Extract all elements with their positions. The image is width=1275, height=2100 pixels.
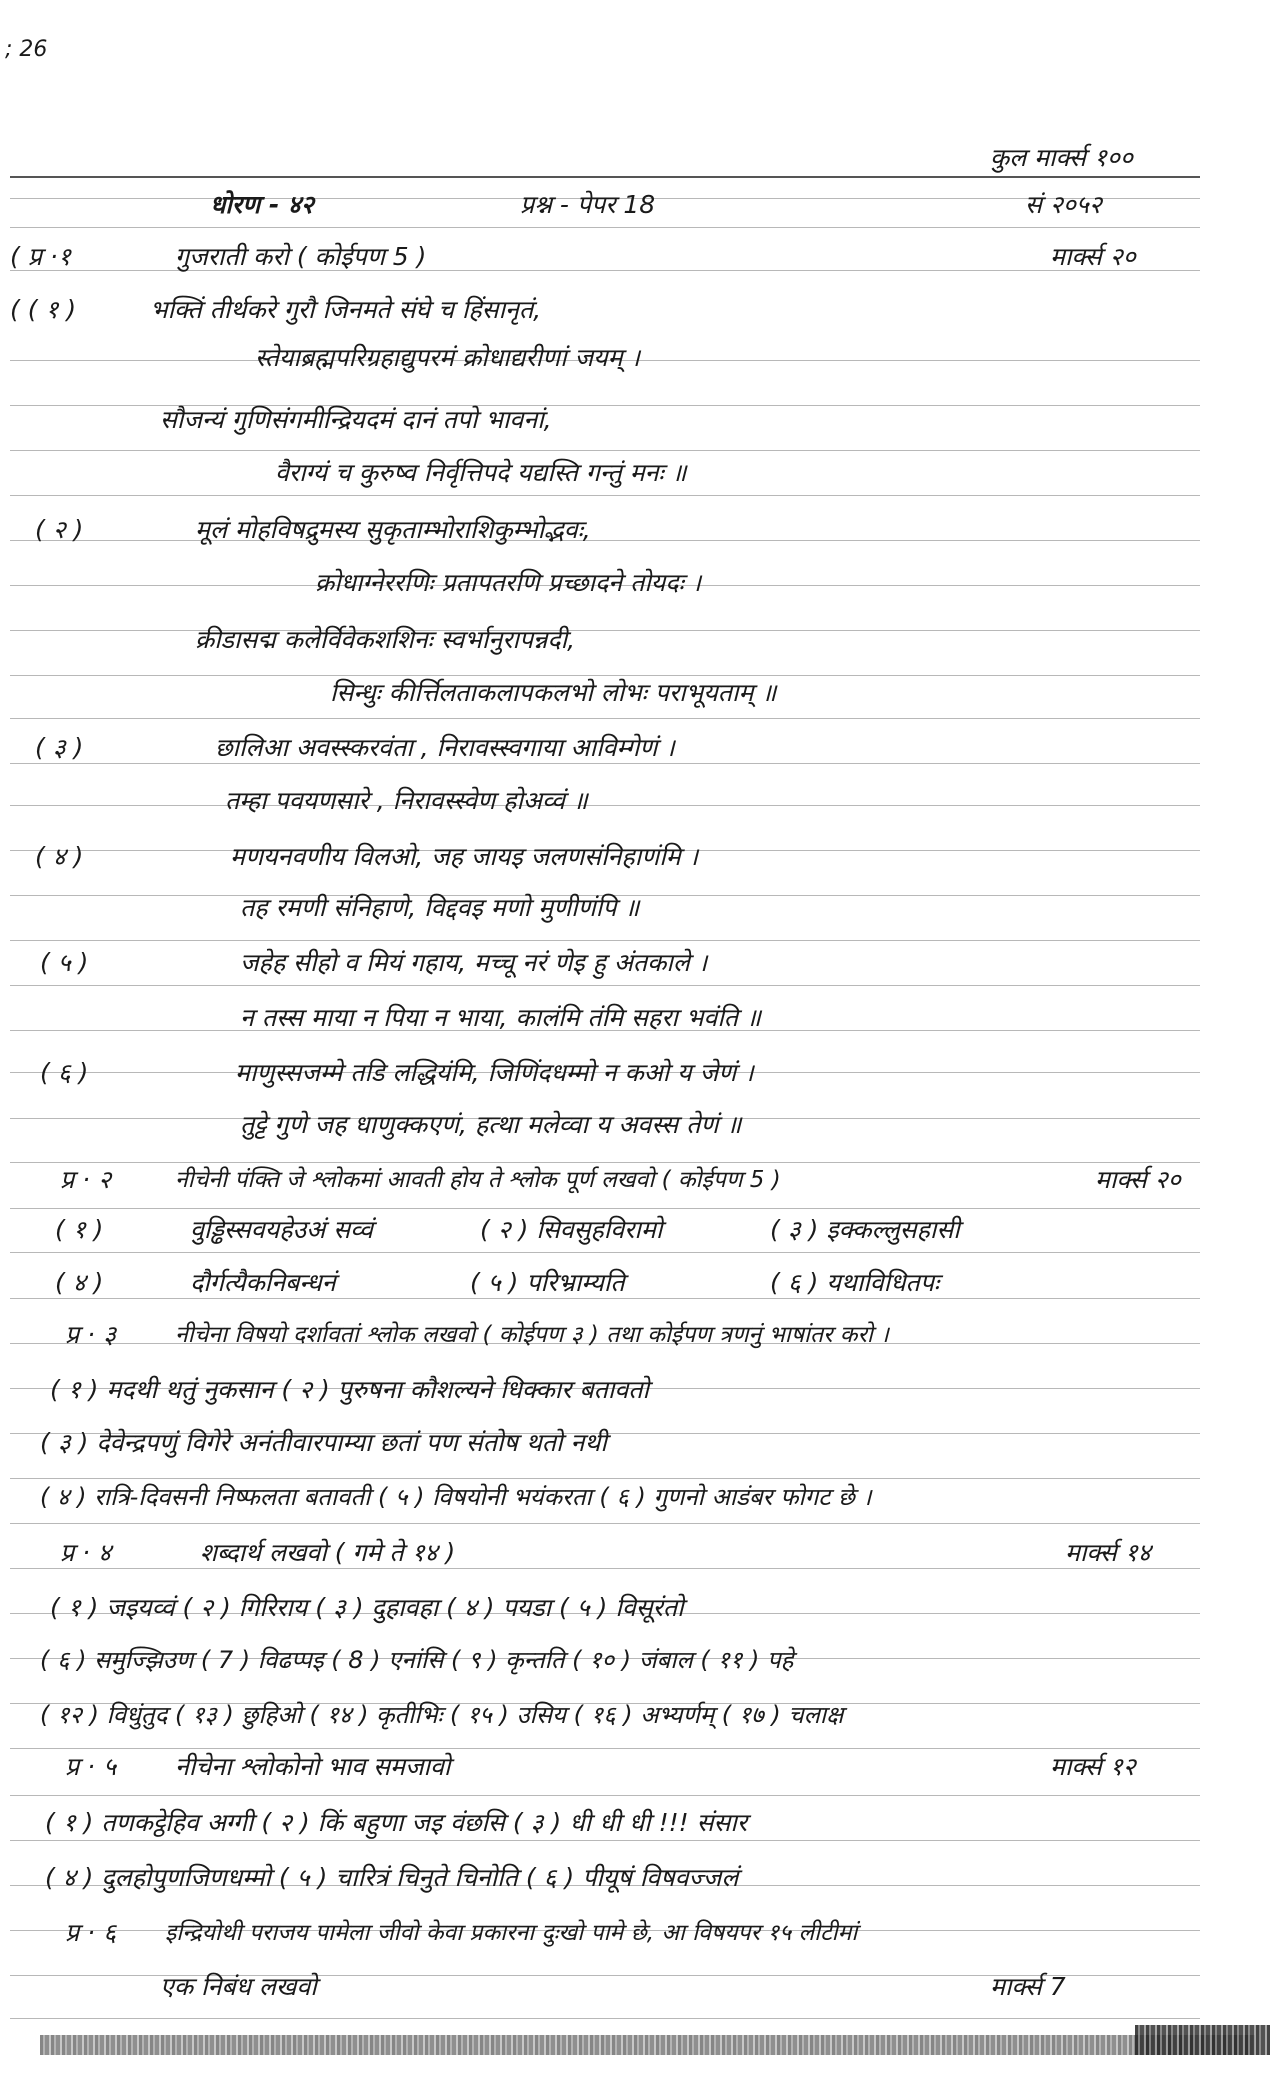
verse-line: छालिआ अवस्स्करवंता , निरावस्स्वगाया आविम्गेणं ।: [215, 733, 675, 762]
verse-line: माणुस्सजम्मे तडि लद्धियंमि, जिणिंदधम्मो न कओ य जेणं ।: [235, 1058, 754, 1087]
verse-row: ( ४ ) दुलहोपुणजिणधम्मो ( ५ ) चारित्रं चिनुते चिनोति ( ६ ) पीयूषं विषवज्जलं: [45, 1863, 739, 1892]
verse-number: ( ४ ): [35, 842, 84, 871]
question-number: प्र · ६: [65, 1918, 117, 1947]
verse-line: सिन्धुः कीर्त्तिलताकलापकलभो लोभः पराभूयताम् ॥: [330, 678, 777, 707]
topic-line: ( ३ ) देवेन्द्रपणुं विगेरे अनंतीवारपाम्या छतां पण संतोष थतो नथी: [40, 1428, 607, 1457]
question-marks: मार्क्स 7: [990, 1972, 1066, 2001]
question-marks: मार्क्स १२: [1050, 1752, 1136, 1781]
answer-item: वुड्ढिस्सवयहेउअं सव्वं: [190, 1215, 373, 1244]
verse-line: तम्हा पवयणसारे , निरावस्स्वेण होअव्वं ॥: [225, 786, 588, 815]
word-row: ( १ ) जइयव्वं ( २ ) गिरिराय ( ३ ) दुहावहा ( ४ ) पयडा ( ५ ) विसूरंतो: [50, 1593, 684, 1622]
answer-number: ( १ ): [55, 1215, 104, 1244]
question-title-continued: एक निबंध लखवो: [160, 1972, 317, 2001]
verse-line: स्तेयाब्रह्मपरिग्रहाद्युपरमं क्रोधाद्यरीणां जयम् ।: [255, 343, 640, 372]
question-title: नीचेना विषयो दर्शावतां श्लोक लखवो ( कोईपण ३ ) तथा कोईपण त्रणनुं भाषांतर करो ।: [175, 1322, 889, 1348]
verse-row: ( १ ) तणकट्ठेहिव अग्गी ( २ ) किं बहुणा जइ वंछसि ( ३ ) धी धी धी !!! संसार: [45, 1808, 748, 1837]
verse-line: भक्तिं तीर्थकरे गुरौ जिनमते संघे च हिंसानृतं,: [150, 295, 542, 324]
answer-item: ( ३ ) इक्कल्लुसहासी: [770, 1215, 960, 1244]
verse-line: न तस्स माया न पिया न भाया, कालंमि तंमि सहरा भवंति ॥: [240, 1003, 761, 1032]
question-number: प्र · ३: [65, 1320, 117, 1349]
question-title: शब्दार्थ लखवो ( गमे ते १४ ): [200, 1538, 456, 1567]
verse-line: मणयनवणीय विलओ, जह जायइ जलणसंनिहाणंमि ।: [230, 842, 699, 871]
question-number: प्र · ५: [65, 1752, 117, 1781]
header-paper: प्रश्न - पेपर 18: [520, 190, 656, 219]
verse-line: तह रमणी संनिहाणे, विद्दवइ मणो मुणीणंपि ॥: [240, 893, 640, 922]
total-marks: कुल मार्क्स १००: [990, 143, 1133, 172]
question-marks: मार्क्स २०: [1050, 242, 1136, 271]
page-number: ; 26: [5, 37, 48, 62]
word-row: ( ६ ) समुज्झिउण ( 7 ) विढप्पइ ( 8 ) एनांसि ( ९ ) कृन्तति ( १० ) जंबाल ( ११ ) पहे: [40, 1646, 794, 1674]
scan-corner-artifact: [1135, 2025, 1270, 2055]
verse-number: ( २ ): [35, 515, 84, 544]
question-marks: मार्क्स २०: [1095, 1165, 1181, 1194]
verse-number: ( ५ ): [40, 948, 89, 977]
verse-line: वैराग्यं च कुरुष्व निर्वृत्तिपदे यद्यस्ति गन्तुं मनः ॥: [275, 458, 687, 487]
question-title: नीचेनी पंक्ति जे श्लोकमां आवती होय ते श्लोक पूर्ण लखवो ( कोईपण 5 ): [175, 1167, 781, 1193]
answer-item: ( ५ ) परिभ्राम्यति: [470, 1268, 625, 1297]
verse-line: मूलं मोहविषद्रुमस्य सुकृताम्भोराशिकुम्भोद्भवः,: [195, 515, 591, 544]
header-year: सं २०५२: [1025, 190, 1102, 219]
verse-number: ( ६ ): [40, 1058, 89, 1087]
question-number: प्र · ४: [60, 1538, 112, 1567]
verse-line: तुट्टे गुणे जह धाणुक्कएणं, हत्था मलेव्वा य अवस्स तेणं ॥: [240, 1110, 742, 1139]
answer-number: ( ४ ): [55, 1268, 104, 1297]
answer-item: दौर्गत्यैकनिबन्धनं: [190, 1268, 336, 1297]
answer-item: ( २ ) सिवसुहविरामो: [480, 1215, 663, 1244]
question-title: गुजराती करो ( कोईपण 5 ): [175, 242, 427, 271]
word-row: ( १२ ) विधुंतुद ( १३ ) छुहिओ ( १४ ) कृतीभिः ( १५ ) उसिय ( १६ ) अभ्यर्णम् ( १७ ) चलाक्ष: [40, 1701, 844, 1729]
question-number: ( प्र ·१: [10, 242, 71, 271]
verse-line: सौजन्यं गुणिसंगमीन्द्रियदमं दानं तपो भावनां,: [160, 405, 552, 434]
verse-line: जहेह सीहो व मियं गहाय, मच्चू नरं णेइ हु अंतकाले ।: [240, 948, 708, 977]
topic-line: ( १ ) मदथी थतुं नुकसान ( २ ) पुरुषना कौशल्यने धिक्कार बतावतो: [50, 1375, 650, 1404]
verse-number: ( ( १ ): [10, 295, 77, 324]
scan-edge-artifact: [40, 2035, 1255, 2055]
verse-line: क्रोधाग्नेररणिः प्रतापतरणि प्रच्छादने तोयदः ।: [315, 568, 702, 597]
question-number: प्र · २: [60, 1165, 112, 1194]
question-marks: मार्क्स १४: [1065, 1538, 1151, 1567]
question-title: इन्द्रियोथी पराजय पामेला जीवो केवा प्रकारना दुःखो पामे छे, आ विषयपर १५ लीटीमां: [165, 1920, 858, 1946]
header-class: धोरण - ४२: [210, 190, 314, 219]
verse-number: ( ३ ): [35, 733, 84, 762]
answer-item: ( ६ ) यथाविधितपः: [770, 1268, 940, 1297]
verse-line: क्रीडासद्म कलेर्विवेकशशिनः स्वर्भानुरापन्नदी,: [195, 625, 576, 654]
question-title: नीचेना श्लोकोनो भाव समजावो: [175, 1752, 451, 1781]
topic-line: ( ४ ) रात्रि-दिवसनी निष्फलता बतावती ( ५ ) विषयोनी भयंकरता ( ६ ) गुणनो आडंबर फोगट छे ।: [40, 1483, 872, 1511]
